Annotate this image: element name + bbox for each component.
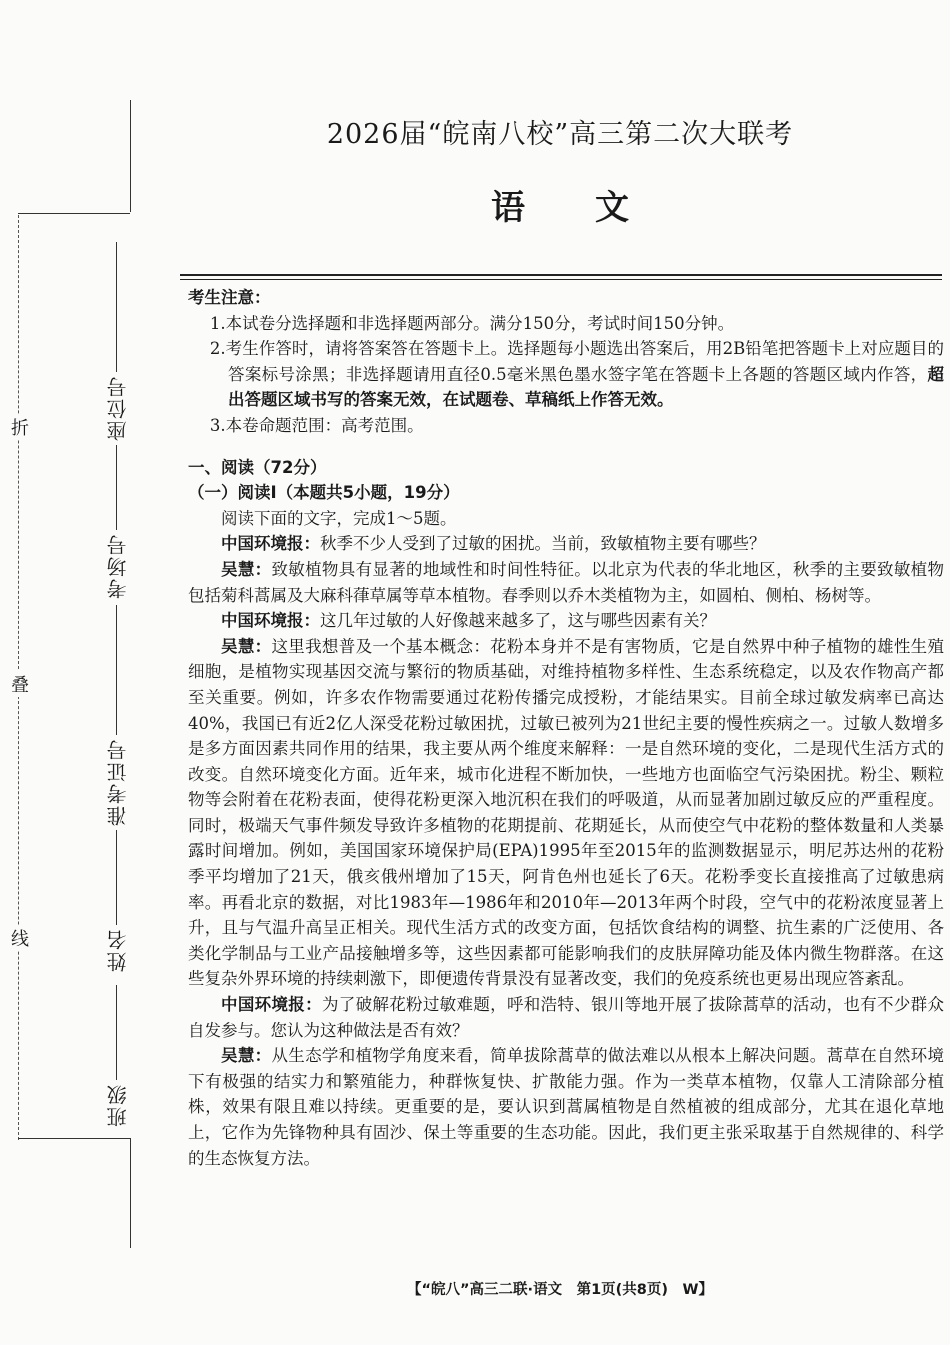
interview-paragraph <box>188 992 944 1043</box>
speaker: 中国环境报： <box>221 611 320 631</box>
binding-line-bottom-h <box>18 1138 130 1139</box>
fold-char: 线 <box>10 925 30 951</box>
speaker: 吴慧： <box>221 559 272 579</box>
interview-paragraph <box>188 634 944 992</box>
admission-number-label: 准考证号 <box>106 738 130 826</box>
notice-item-3: 3.本卷命题范围：高考范围。 <box>209 415 424 435</box>
class-blank <box>116 985 117 1080</box>
exam-title: 2026届“皖南八校”高三第二次大联考 <box>326 119 794 150</box>
subject-title: 语文 <box>491 188 699 228</box>
interview-paragraph <box>188 1043 944 1171</box>
notice-heading: 考生注意： <box>188 288 271 307</box>
interview-paragraph <box>188 608 944 634</box>
name-blank <box>116 830 117 925</box>
binding-line-top <box>130 100 131 212</box>
fold-char: 叠 <box>10 671 30 697</box>
class-label: 班级 <box>106 1083 130 1127</box>
speaker: 吴慧： <box>221 636 272 656</box>
reading-instruction: 阅读下面的文字，完成1～5题。 <box>221 508 457 528</box>
notice-item-2-emphasis: 超出答题区域书写的答案无效，在试题卷、草稿纸上作答无效。 <box>228 364 944 410</box>
exam-content <box>188 285 944 1171</box>
name-label: 姓名 <box>106 928 130 972</box>
speaker: 中国环境报： <box>221 534 320 554</box>
speaker: 中国环境报： <box>221 995 322 1015</box>
notice-item-2-text: 2.考生作答时，请将答案答在答题卡上。选择题每小题选出答案后，用2B铅笔把答题卡上对应题目的答案标号涂黑；非选择题请用直径0.5毫米黑色墨水签字笔在答题卡上各题的答题区域内作答， <box>209 339 944 384</box>
header-rule <box>180 274 942 280</box>
seat-number-blank <box>116 242 117 372</box>
page-footer: 【“皖八”高三二联·语文 第1页(共8页) W】 <box>407 1282 713 1298</box>
interview-paragraph <box>188 531 944 557</box>
exam-room-label: 考场号 <box>106 533 130 599</box>
binding-line-top-h <box>18 213 130 214</box>
paragraph-text: 为了破解花粉过敏难题，呼和浩特、银川等地开展了拔除蒿草的活动，也有不少群众自发参与。您认为这种做法是否有效？ <box>188 995 945 1040</box>
binding-line-bottom <box>130 1138 131 1248</box>
admission-number-blank <box>116 605 117 735</box>
sub-section-heading: （一）阅读Ⅰ（本题共5小题，19分） <box>188 483 460 503</box>
notice-item-1: 1.本试卷分选择题和非选择题两部分。满分150分，考试时间150分钟。 <box>209 313 735 333</box>
paragraph-text: 秋季不少人受到了过敏的困扰。当前，致敏植物主要有哪些？ <box>320 534 766 554</box>
fold-char: 折 <box>10 414 30 440</box>
notice-item-2 <box>188 336 944 413</box>
interview-paragraph <box>188 557 944 608</box>
section-heading: 一、阅读（72分） <box>188 457 327 477</box>
paragraph-text: 这几年过敏的人好像越来越多了，这与哪些因素有关？ <box>320 611 716 631</box>
paragraph-text: 致敏植物具有显著的地域性和时间性特征。以北京为代表的华北地区，秋季的主要致敏植物包括菊科蒿属及大麻科葎草属等草本植物。春季则以乔木类植物为主，如圆柏、侧柏、杨树等。 <box>188 559 945 605</box>
paragraph-text: 这里我想普及一个基本概念：花粉本身并不是有害物质，它是自然界中种子植物的雄性生殖细胞，是植物实现基因交流与繁衍的物质基础，对维持植物多样性、生态系统稳定，以及农作物高产都至关重要。例如，许多农作物需要通过花粉传播完成授粉，才能结果实。目前全球过敏发病率已高达40%，我国已有近2亿人深受花粉过敏困扰，过敏已被列为21世纪主要的慢性疾病之一。过敏人数增多是多方面因素共同作用的结果，我主要从两个维度来解释：一是自然环境的变化，二是现代生活方式的改变。自然环境变化方面。近年来，城市化进程不断加快，一些地方也面临空气污染困扰。粉尘、颗粒物等会附着在花粉表面，使得花粉更深入地沉积在我们的呼吸道，从而显著加剧过敏反应的严重程度。同时，极端天气事件频发导致许多植物的花期提前、花期延长，从而使空气中花粉的整体数量和人类暴露时间增加。例如，美国国家环境保护局(EPA)1995年至2015年的监测数据显示，明尼苏达州的花粉季平均增加了21天，俄亥俄州增加了15天，阿肯色州也延长了6天。花粉季变长直接推高了过敏患病率。再看北京的数据，对比1983年—1986年和2010年—2013年两个时段，空气中的花粉浓度显著上升，且与气温升高呈正相关。现代生活方式的改变方面，包括饮食结构的调整、抗生素的广泛使用、各类化学制品与工业产品接触增多等，这些因素都可能影响我们的皮肤屏障功能及体内微生物群落。在这些复杂外界环境的持续刺激下，即便遗传背景没有显著改变，我们的免疫系统也更易出现应答紊乱。 <box>188 636 945 989</box>
paragraph-text: 从生态学和植物学角度来看，简单拔除蒿草的做法难以从根本上解决问题。蒿草在自然环境下有极强的结实力和繁殖能力，种群恢复快、扩散能力强。作为一类草本植物，仅靠人工清除部分植株，效果有限且难以持续。更重要的是，要认识到蒿属植物是自然植被的组成部分，尤其在退化草地上，它作为先锋物种具有固沙、保土等重要的生态功能。因此，我们更主张采取基于自然规律的、科学的生态恢复方法。 <box>188 1046 945 1168</box>
seat-number-label: 座位号 <box>106 375 130 441</box>
exam-room-blank <box>116 445 117 530</box>
speaker: 吴慧： <box>221 1046 272 1066</box>
